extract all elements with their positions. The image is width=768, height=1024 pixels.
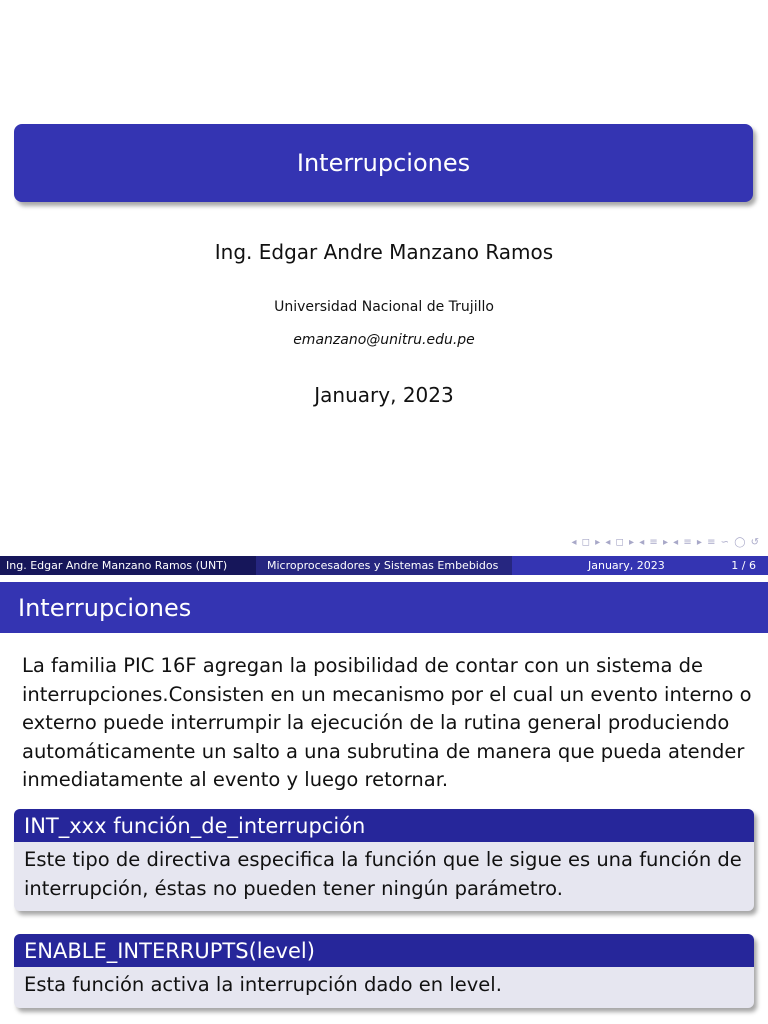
frame-title-text: Interrupciones — [18, 593, 192, 622]
intro-paragraph: La familia PIC 16F agregan la posibilidad de contar con un sistema de interrupciones.Consisten en un mecanismo por el cual un evento interno o externo puede interrumpir la ejecución de la rutina general produciendo automáticamente un salto a una subrutina de manera que pueda atender inmediatamente al evento y luego retornar. — [22, 654, 752, 791]
footline-author: Ing. Edgar Andre Manzano Ramos (UNT) — [0, 556, 256, 575]
frame-title — [0, 582, 768, 633]
footline-right — [512, 556, 768, 575]
institution-name: Universidad Nacional de Trujillo — [274, 299, 494, 315]
definition-block-enable — [14, 934, 754, 1008]
block-body: Esta función activa la interrupción dado en level. — [24, 973, 502, 996]
title-slide-heading — [14, 124, 753, 202]
footline-title: Microprocesadores y Sistemas Embebidos — [256, 556, 512, 575]
footline-date: January, 2023 — [588, 559, 665, 572]
footline — [0, 556, 768, 575]
block-title: ENABLE_INTERRUPTS(level) — [14, 934, 754, 967]
author-name: Ing. Edgar Andre Manzano Ramos — [214, 240, 554, 264]
presentation-title: Interrupciones — [296, 149, 471, 177]
block-title: INT_xxx función_de_interrupción — [14, 809, 754, 842]
page-number: 1 / 6 — [731, 559, 756, 572]
author-email: emanzano@unitru.edu.pe — [293, 332, 475, 348]
beamer-navigation-icons[interactable]: ◂ ◻ ▸ ◂ ◻ ▸ ◂ ≡ ▸ ◂ ≡ ▸ ≡ ∽ ◯ ↺ — [571, 537, 760, 548]
block-body: Este tipo de directiva especifica la función que le sigue es una función de interrupción, éstas no pueden tener ningún parámetro. — [24, 848, 742, 900]
definition-block-int — [14, 809, 754, 911]
presentation-date: January, 2023 — [314, 383, 454, 407]
